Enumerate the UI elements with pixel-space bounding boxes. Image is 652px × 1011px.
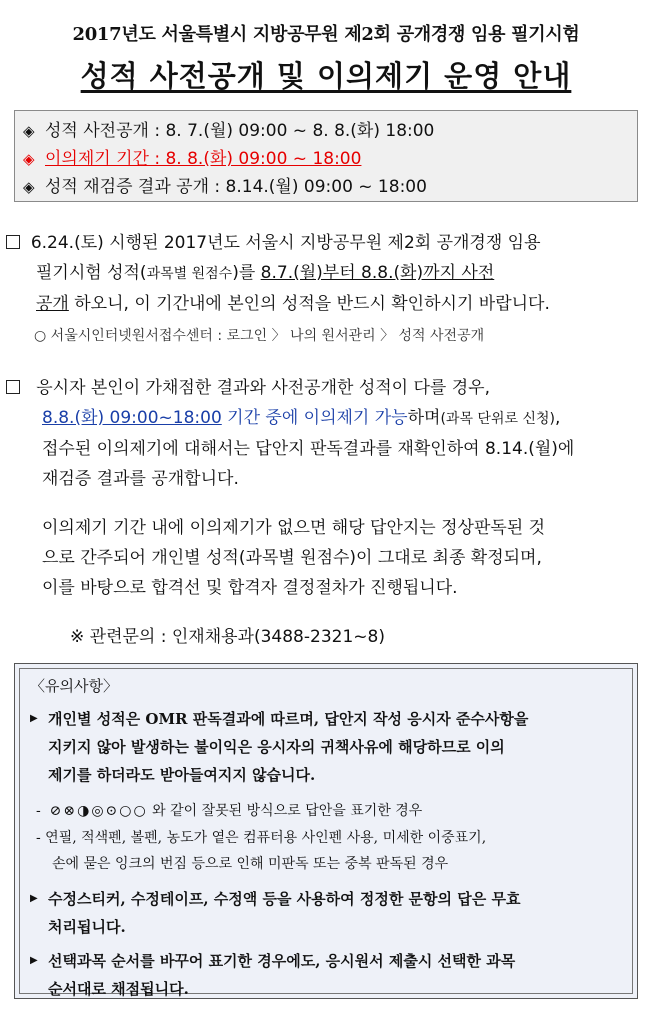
section-text: 공개 — [36, 294, 69, 314]
triangle-bullet-icon: ▶ — [30, 955, 38, 966]
schedule-text: 성적 사전공개 : 8. 7.(월) 09:00 ~ 8. 8.(화) 18:00 — [45, 121, 435, 141]
schedule-box — [14, 110, 638, 202]
section-text: 하오니, 이 기간내에 본인의 성적을 반드시 확인하시기 바랍니다. — [68, 294, 550, 314]
answer-marks-icons: ⊘⊗◑◎⊙○○ — [49, 803, 148, 819]
diamond-icon: ◈ — [23, 122, 35, 140]
triangle-bullet-icon: ▶ — [30, 713, 38, 724]
notice-text: 손에 묻은 잉크의 번짐 등으로 인해 미판독 또는 중복 판독된 경우 — [52, 856, 449, 872]
diamond-icon: ◈ — [23, 178, 35, 196]
section-text: 6.24.(토) 시행된 2017년도 서울시 지방공무원 제2회 공개경쟁 임용 — [30, 233, 541, 253]
section-text: 응시자 본인이 가채점한 결과와 사전공개한 성적이 다를 경우, — [36, 378, 490, 398]
checkbox-square-icon — [6, 380, 20, 394]
triangle-bullet-icon: ▶ — [30, 893, 38, 904]
document-subtitle: 2017년도 서울특별시 지방공무원 제2회 공개경쟁 임용 필기시험 — [72, 24, 580, 45]
notice-text: 수정스티커, 수정테이프, 수정액 등을 사용하여 정정한 문항의 답은 무효 — [48, 890, 521, 908]
notice-text: 제기를 하더라도 받아들여지지 않습니다. — [48, 766, 316, 784]
notice-box — [14, 663, 638, 999]
section-text: 이를 바탕으로 합격선 및 합격자 결정절차가 진행됩니다. — [42, 578, 458, 598]
schedule-text: 성적 재검증 결과 공개 : 8.14.(월) 09:00 ~ 18:00 — [45, 177, 427, 197]
section-text: , — [554, 408, 561, 428]
section-objection — [6, 373, 642, 494]
notice-text: 선택과목 순서를 바꾸어 표기한 경우에도, 응시원서 제출시 선택한 과목 — [48, 952, 516, 970]
notice-text: 개인별 성적은 OMR 판독결과에 따르며, 답안지 작성 응시자 준수사항을 — [48, 710, 529, 728]
notice-text: 순서대로 채점됩니다. — [48, 980, 189, 998]
section-text: 으로 간주되어 개인별 성적(과목별 원점수)이 그대로 최종 확정되며, — [42, 548, 542, 568]
diamond-icon: ◈ — [23, 150, 35, 168]
notice-item-subject-order — [30, 947, 626, 1003]
notice-text: - 연필, 적색펜, 볼펜, 농도가 옅은 컴퓨터용 사인펜 사용, 미세한 이중표기, — [36, 830, 487, 846]
navigation-path-note: ○ 서울시인터넷원서접수센터 : 로그인 〉 나의 원서관리 〉 성적 사전공개 — [34, 328, 485, 344]
preview-period: 8.7.(월)부터 8.8.(화)까지 사전 — [260, 263, 495, 283]
section-text: (과목 단위로 신청) — [440, 411, 555, 427]
notice-text: 지키지 않아 발생하는 불이익은 응시자의 귀책사유에 해당하므로 이의 — [48, 738, 505, 756]
notice-text: 와 같이 잘못된 방식으로 답안을 표기한 경우 — [147, 803, 423, 819]
schedule-row-recheck — [23, 173, 637, 201]
section-text: 하며 — [407, 408, 441, 428]
schedule-row-objection — [23, 145, 637, 173]
objection-note: 기간 중에 이의제기 가능 — [221, 408, 408, 428]
section-text: 이의제기 기간 내에 이의제기가 없으면 해당 답안지는 정상판독된 것 — [42, 518, 546, 538]
document-title — [0, 54, 652, 95]
section-text: 필기시험 성적( — [36, 263, 147, 283]
section-text: )를 — [232, 263, 261, 283]
section-text: 과목별 원점수 — [146, 266, 233, 282]
section-preview — [6, 228, 638, 319]
section-text: 접수된 이의제기에 대해서는 답안지 판독결과를 재확인하여 8.14.(월)에 — [42, 439, 575, 459]
contact-info: ※ 관련문의 : 인재채용과(3488-2321~8) — [70, 627, 385, 647]
notice-dash-pens — [36, 825, 486, 877]
schedule-row-preview — [23, 117, 637, 145]
notice-item-correction — [30, 885, 626, 941]
notice-header: 〈유의사항〉 — [30, 677, 118, 695]
section-finalization — [42, 513, 638, 603]
notice-text: 처리됩니다. — [48, 918, 126, 936]
checkbox-square-icon — [6, 235, 20, 249]
notice-item-omr — [30, 705, 626, 789]
document-title-text: 성적 사전공개 및 이의제기 운영 안내 — [80, 59, 572, 93]
notice-dash-marks: - ⊘⊗◑◎⊙○○ 와 같이 잘못된 방식으로 답안을 표기한 경우 — [36, 803, 423, 819]
schedule-text: 이의제기 기간 : 8. 8.(화) 09:00 ~ 18:00 — [45, 149, 362, 169]
objection-time: 8.8.(화) 09:00~18:00 — [42, 408, 222, 428]
section-text: 재검증 결과를 공개합니다. — [42, 469, 239, 489]
